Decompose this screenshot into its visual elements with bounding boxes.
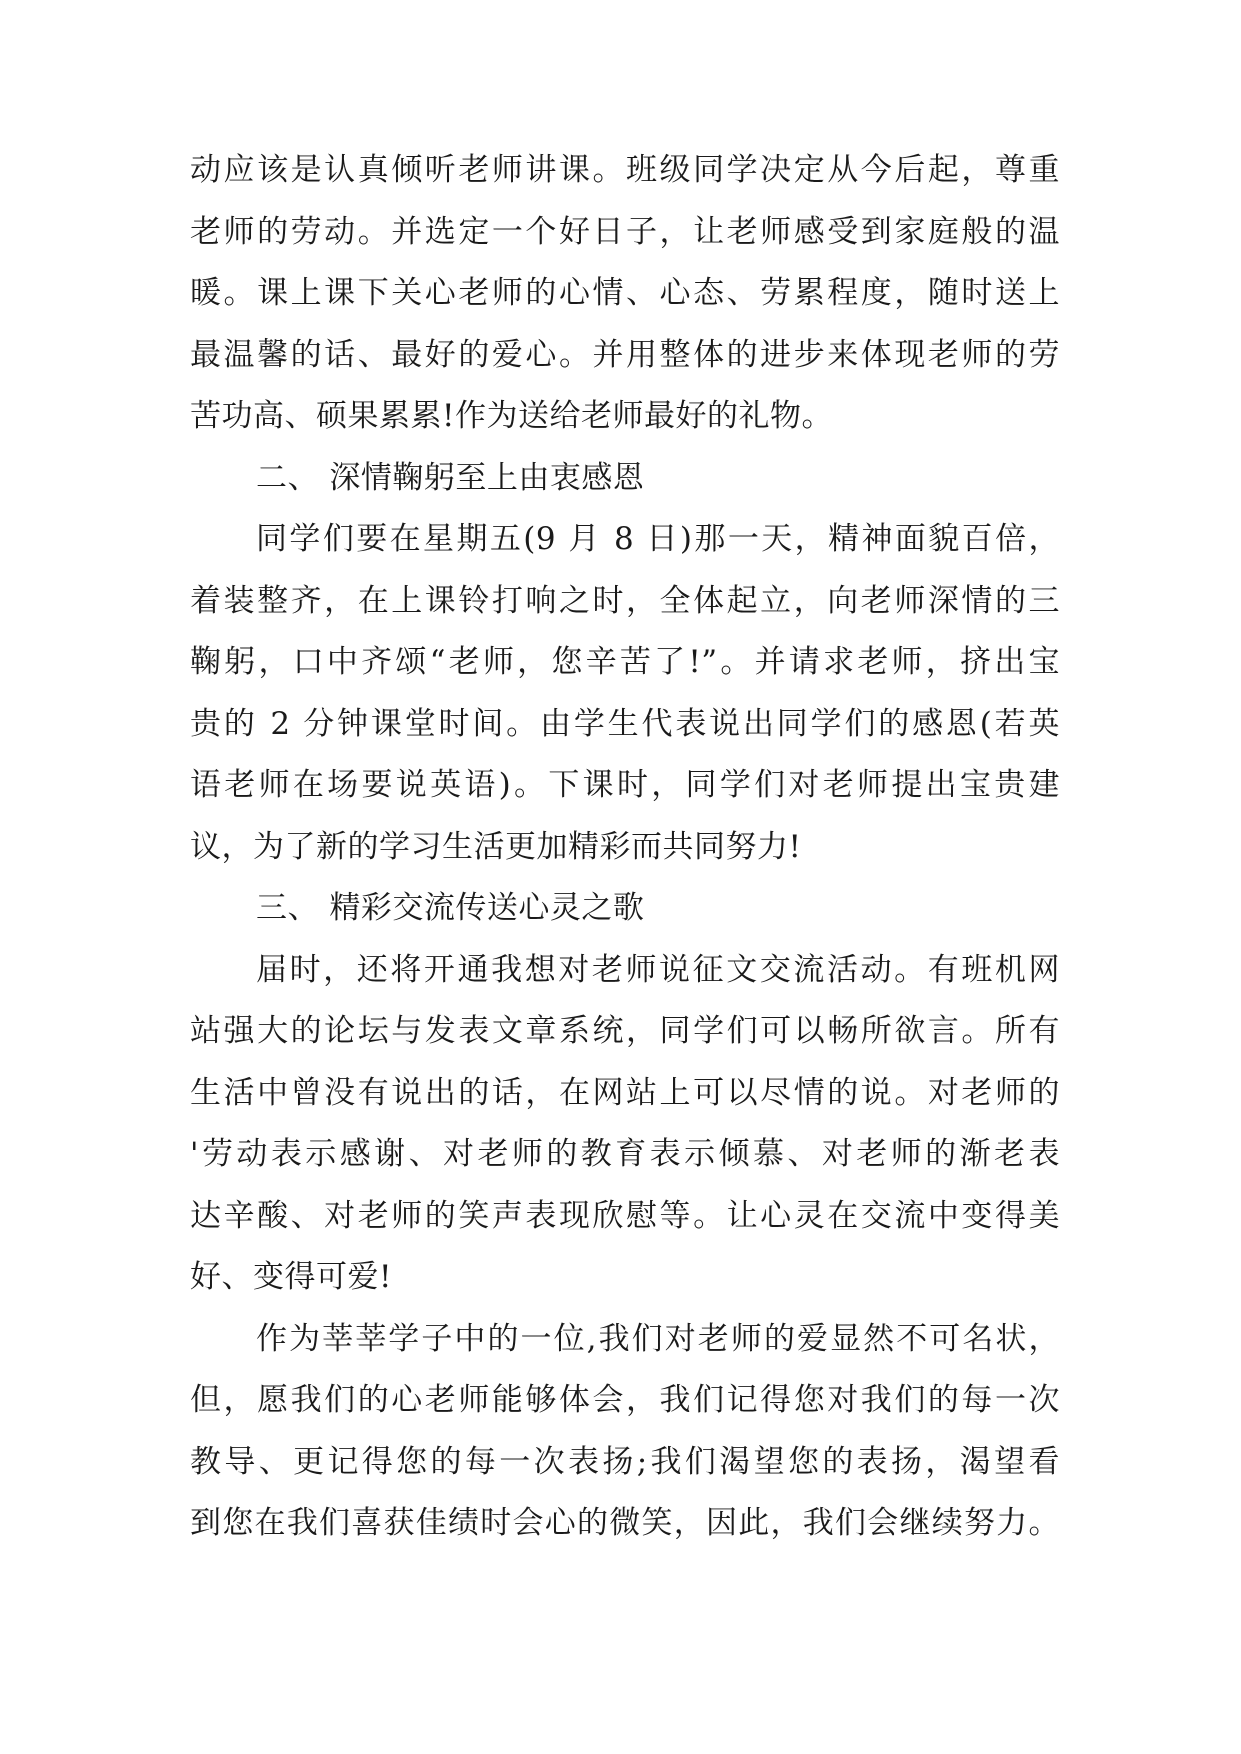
paragraph-line: 作为莘莘学子中的一位,我们对老师的爱显然不可名状，	[256, 1320, 1060, 1357]
paragraph-line: 但，愿我们的心老师能够体会，我们记得您对我们的每一次	[190, 1382, 1060, 1418]
paragraph-line: 鞠躬，口中齐颂“老师，您辛苦了!”。并请求老师，挤出宝	[190, 644, 1060, 680]
section-heading: 二、 深情鞠躬至上由衷感恩	[256, 459, 645, 496]
paragraph-line: 生活中曾没有说出的话，在网站上可以尽情的说。对老师的	[190, 1074, 1060, 1111]
paragraph-line: 议，为了新的学习生活更加精彩而共同努力!	[190, 828, 802, 865]
paragraph-line: 站强大的论坛与发表文章系统，同学们可以畅所欲言。所有	[190, 1013, 1060, 1049]
paragraph-line: 老师的劳动。并选定一个好日子，让老师感受到家庭般的温	[190, 213, 1060, 250]
document-body	[190, 140, 1060, 1555]
paragraph-line: '劳动表示感谢、对老师的教育表示倾慕、对老师的渐老表	[190, 1136, 1060, 1172]
paragraph-line: 贵的 2 分钟课堂时间。由学生代表说出同学们的感恩(若英	[190, 705, 1060, 742]
paragraph-line: 届时，还将开通我想对老师说征文交流活动。有班机网	[256, 951, 1060, 988]
paragraph-line: 暖。课上课下关心老师的心情、心态、劳累程度，随时送上	[190, 275, 1060, 311]
paragraph-line: 教导、更记得您的每一次表扬;我们渴望您的表扬，渴望看	[190, 1443, 1060, 1480]
paragraph-line: 同学们要在星期五(9 月 8 日)那一天，精神面貌百倍，	[256, 521, 1060, 557]
paragraph-line: 着装整齐，在上课铃打响之时，全体起立，向老师深情的三	[190, 582, 1060, 619]
paragraph-line: 最温馨的话、最好的爱心。并用整体的进步来体现老师的劳	[190, 336, 1060, 373]
section-heading: 三、 精彩交流传送心灵之歌	[256, 890, 645, 926]
paragraph-line: 到您在我们喜获佳绩时会心的微笑，因此，我们会继续努力。	[190, 1505, 1060, 1541]
paragraph-line: 苦功高、硕果累累!作为送给老师最好的礼物。	[190, 398, 833, 434]
paragraph-line: 动应该是认真倾听老师讲课。班级同学决定从今后起，尊重	[190, 152, 1060, 188]
paragraph-line: 语老师在场要说英语)。下课时，同学们对老师提出宝贵建	[190, 767, 1060, 803]
paragraph-line: 达辛酸、对老师的笑声表现欣慰等。让心灵在交流中变得美	[190, 1197, 1060, 1234]
paragraph-line: 好、变得可爱!	[190, 1259, 392, 1295]
